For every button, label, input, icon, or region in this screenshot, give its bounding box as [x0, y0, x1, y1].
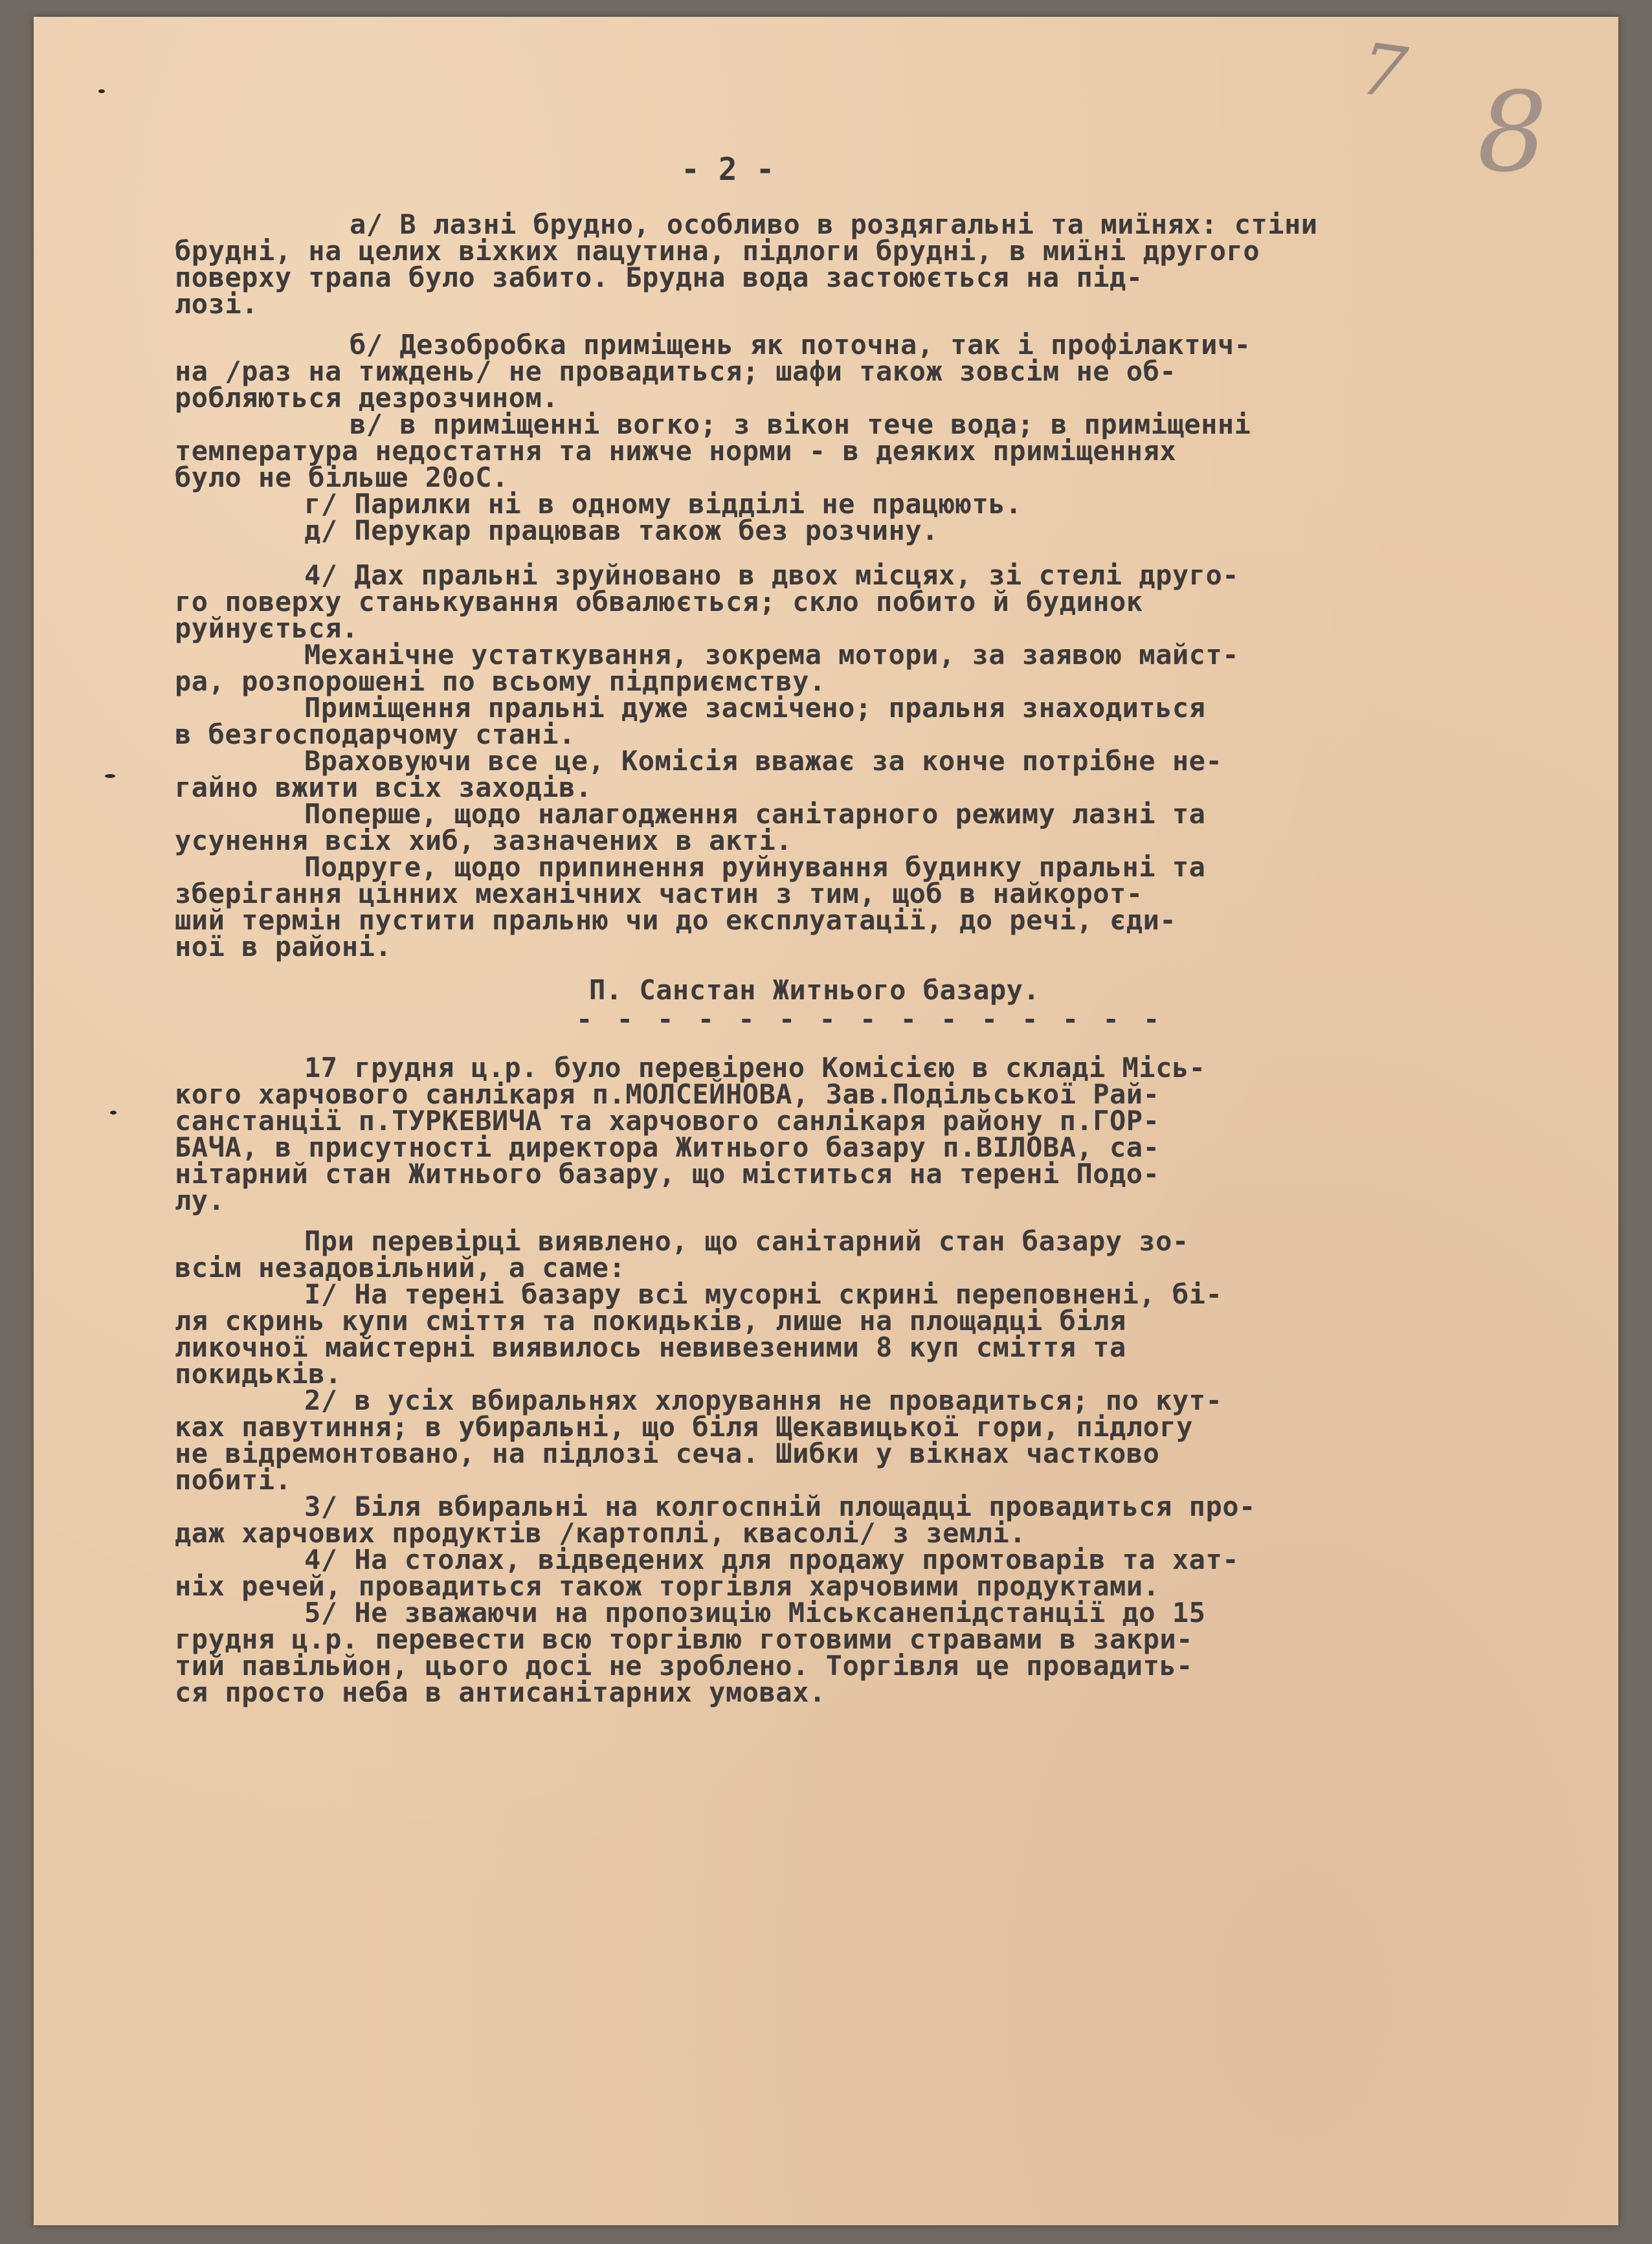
text-line: ший термін пустити пральню чи до експлуатації, до речі, єди-	[175, 904, 1177, 936]
text-line: в безгосподарчому стані.	[175, 718, 575, 750]
text-line: ної в районі.	[175, 931, 392, 962]
text-line: нітарний стан Житнього базару, що міститься на терені Подо-	[175, 1158, 1160, 1190]
text-line: кого харчового санлікаря п.МОЛСЕЙНОВА, Зав.Подільської Рай-	[175, 1078, 1160, 1110]
ink-speck	[98, 89, 105, 93]
text-line: ля скринь купи сміття та покидьків, лише на площадці біля	[175, 1305, 1126, 1337]
text-line: робляються дезрозчином.	[175, 382, 559, 414]
text-line: БАЧА, в присутності директора Житнього базару п.ВІЛОВА, са-	[175, 1131, 1160, 1163]
text-line: даж харчових продуктів /картоплі, квасолі/ з землі.	[175, 1517, 1027, 1549]
text-line: всім незадовільний, а саме:	[175, 1252, 626, 1283]
text-line: тий павільйон, цього досі не зроблено. Торгівля це провадить-	[175, 1650, 1193, 1682]
page-number: - 2 -	[681, 151, 775, 188]
text-line: на /раз на тиждень/ не провадиться; шафи також зовсім не об-	[175, 355, 1177, 387]
text-line: руйнується.	[175, 612, 359, 644]
text-line: 4/ На столах, відведених для продажу промтоварів та хат-	[304, 1544, 1240, 1575]
text-line: б/ Дезобробка приміщень як поточна, так і профілактич-	[350, 329, 1251, 361]
block-part1	[175, 208, 1521, 320]
text-line: а/ В лазні брудно, особливо в роздягальні та миїнях: стіни	[350, 208, 1318, 240]
text-line: д/ Перукар працював також без розчину.	[304, 515, 939, 546]
text-line: Враховуючи все це, Комісія вважає за конче потрібне не-	[304, 745, 1223, 777]
text-line: ся просто неба в антисанітарних умовах.	[175, 1676, 826, 1708]
archive-mark-7: 7	[1355, 27, 1412, 116]
text-line: побиті.	[175, 1464, 292, 1496]
block-part4	[175, 1054, 1521, 1214]
section-heading: П. Санстан Житнього базару.	[589, 974, 1040, 1006]
text-line: Подруге, щодо припинення руйнування будинку пральні та	[304, 851, 1206, 883]
document-page	[34, 17, 1618, 2225]
block-part3	[175, 559, 1521, 962]
text-line: поверху трапа було забито. Брудна вода застоюється на під-	[175, 261, 1143, 293]
text-line: в/ в приміщенні вогко; з вікон тече вода; в приміщенні	[350, 408, 1251, 440]
text-line: лу.	[175, 1184, 225, 1216]
text-line: не відремонтовано, на підлозі сеча. Шибки у вікнах частково	[175, 1438, 1160, 1469]
text-line: Приміщення пральні дуже засмічено; пральня знаходиться	[304, 692, 1206, 724]
text-line: ках павутиння; в убиральні, що біля Щекавицької гори, підлогу	[175, 1411, 1193, 1443]
text-line: санстанції п.ТУРКЕВИЧА та харчового санлікаря району п.ГОР-	[175, 1105, 1160, 1137]
ink-speck	[110, 1111, 117, 1115]
text-line: гайно вжити всіх заходів.	[175, 772, 592, 803]
heading-underline: - - - - - - - - - - - - - - -	[576, 1003, 1164, 1035]
ink-speck	[105, 774, 115, 778]
text-line: ніх речей, провадиться також торгівля харчовими продуктами.	[175, 1570, 1160, 1602]
text-line: брудні, на целих віхких пацутина, підлоги брудні, в миїні другого	[175, 235, 1260, 267]
text-line: зберігання цінних механічних частин з тим, щоб в найкорот-	[175, 878, 1143, 909]
text-line: грудня ц.р. перевести всю торгівлю готовими стравами в закри-	[175, 1623, 1193, 1655]
text-line: Механічне устаткування, зокрема мотори, за заявою майст-	[304, 639, 1240, 671]
text-line: 2/ в усіх вбиральнях хлорування не провадиться; по кут-	[304, 1384, 1223, 1416]
text-line: При перевірці виявлено, що санітарний стан базару зо-	[304, 1225, 1189, 1257]
text-line: покидьків.	[175, 1358, 342, 1390]
text-line: лозі.	[175, 288, 258, 320]
text-line: було не більше 20оС.	[175, 461, 509, 493]
text-line: температура недостатня та нижче норми - в деяких приміщеннях	[175, 435, 1177, 467]
text-line: 5/ Не зважаючи на пропозицію Міськсанепідстанції до 15	[304, 1597, 1206, 1628]
text-line: 17 грудня ц.р. було перевірено Комісією в складі Місь-	[304, 1052, 1206, 1083]
typed-text-body	[175, 208, 1521, 1708]
text-line: І/ На терені базару всі мусорні скрині переповнені, бі-	[304, 1278, 1223, 1310]
text-line: Поперше, щодо налагодження санітарного режиму лазні та	[304, 798, 1206, 830]
block-part5	[175, 1225, 1521, 1708]
block-part2	[175, 331, 1521, 544]
text-line: г/ Парилки ні в одному відділі не працюють.	[304, 488, 1022, 520]
text-line: 3/ Біля вбиральні на колгоспній площадці провадиться про-	[304, 1491, 1256, 1522]
archive-mark-8: 8	[1477, 69, 1548, 197]
text-line: ра, розпорошені по всьому підприємству.	[175, 665, 826, 697]
text-line: усунення всіх хиб, зазначених в акті.	[175, 825, 793, 856]
text-line: ликочної майстерні виявилось невивезеними 8 куп сміття та	[175, 1331, 1126, 1363]
text-line: 4/ Дах пральні зруйновано в двох місцях, зі стелі друго-	[304, 559, 1240, 591]
text-line: го поверху станькування обвалюється; скло побито й будинок	[175, 586, 1143, 617]
